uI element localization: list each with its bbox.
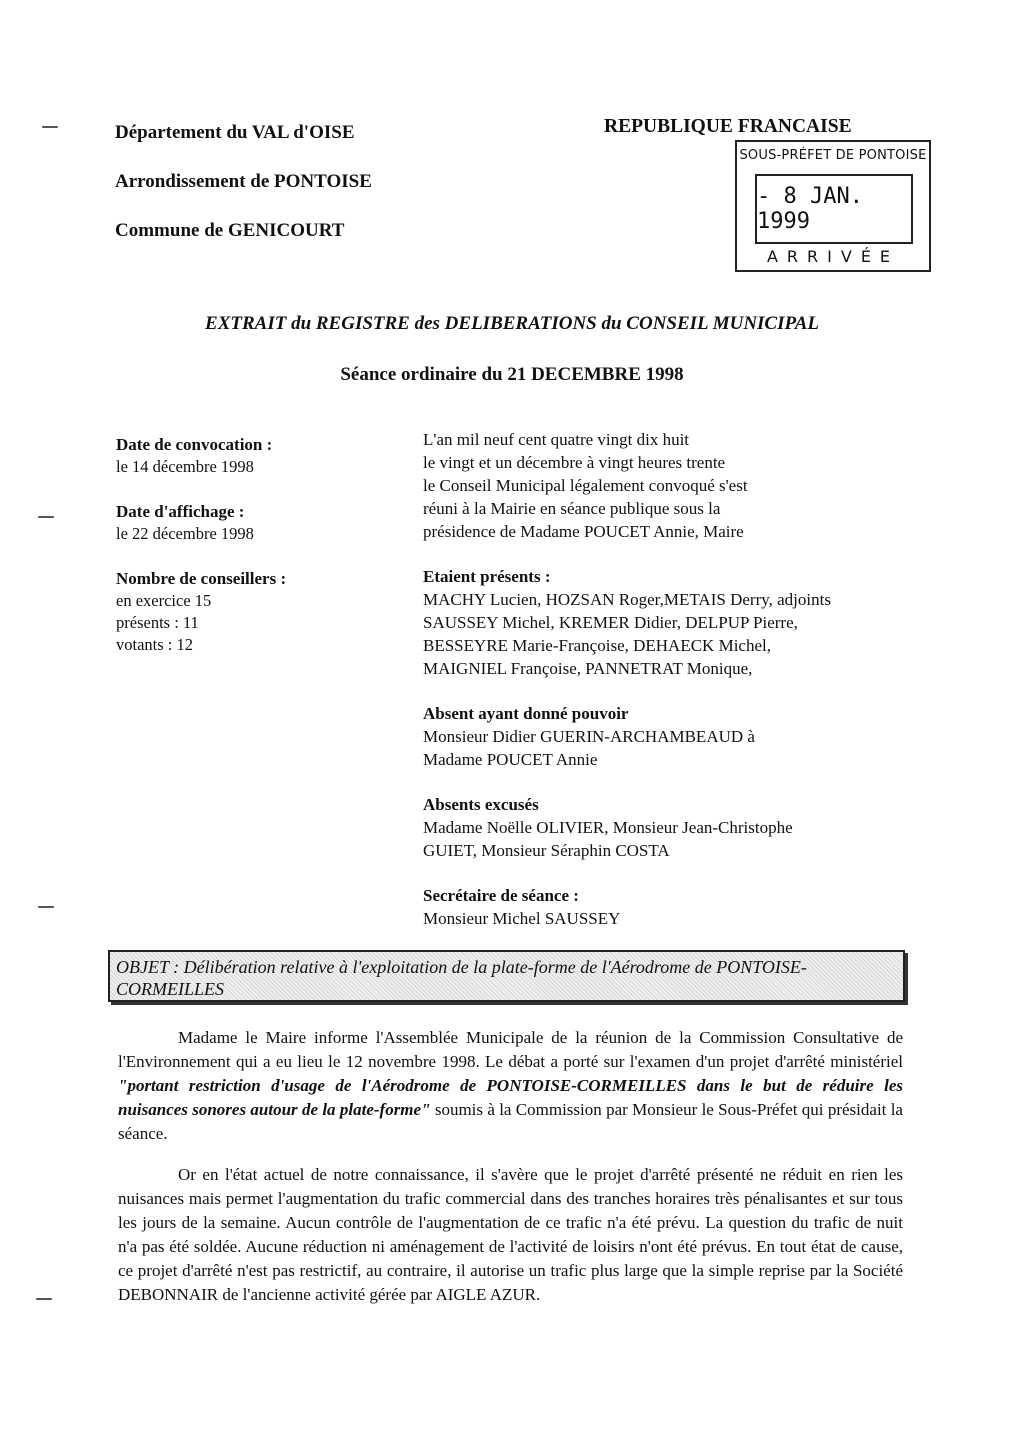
excuses-line: Madame Noëlle OLIVIER, Monsieur Jean-Christophe (423, 818, 793, 837)
paragraph-2-text: Or en l'état actuel de notre connaissance, il s'avère que le projet d'arrêté présenté ne réduit en rien les nuisances mais permet l'augmentation du trafic commercial dans des tranches horaires très pénalisantes et sur tous les jours de la semaine. Aucun contrôle de l'augmentation de ce trafic n'a été prévu. La question du trafic de nuit n'a pas été soldée. Aucune réduction ni aménagement de l'activité de loisirs n'ont été prévus. En tout état de cause, ce projet d'arrêté n'est pas restrictif, au contraire, il autorise un trafic plus large que la simple reprise par la Société DEBONNAIR de l'ancienne activité gérée par AIGLE AZUR. (118, 1165, 903, 1304)
paragraph-1-quote: "portant restriction d'usage de l'Aérodrome de PONTOISE-CORMEILLES dans le but de réduire les nuisances sonores autour de la plate-forme" (118, 1076, 903, 1119)
header-republique: REPUBLIQUE FRANCAISE (604, 116, 852, 137)
excuses-line: GUIET, Monsieur Séraphin COSTA (423, 841, 670, 860)
presents-line: BESSEYRE Marie-Françoise, DEHAECK Michel, (423, 636, 771, 655)
presents-line: SAUSSEY Michel, KREMER Didier, DELPUP Pierre, (423, 613, 798, 632)
excuses-label: Absents excusés (423, 795, 539, 814)
paragraph-1-end: soumis à la Commission par Monsieur le Sous-Préfet qui présidait la séance. (118, 1100, 903, 1143)
conseillers-label: Nombre de conseillers : (116, 569, 287, 588)
affichage-label: Date d'affichage : (116, 502, 245, 521)
intro-line: L'an mil neuf cent quatre vingt dix huit (423, 430, 690, 449)
absent-pouvoir-label: Absent ayant donné pouvoir (423, 704, 629, 723)
arrival-stamp (735, 140, 931, 272)
paragraph-1-start: Madame le Maire informe l'Assemblée Municipale de la réunion de la Commission Consultative de l'Environnement qui a eu lieu le 12 novembre 1998. Le débat a porté sur l'examen d'un projet d'arrêté ministériel (118, 1028, 903, 1071)
conseillers-votants: votants : 12 (116, 635, 193, 654)
convocation-value: le 14 décembre 1998 (116, 457, 254, 476)
paragraph-2 (118, 1163, 903, 1307)
objet-line: CORMEILLES (116, 979, 224, 999)
conseillers-exercice: en exercice 15 (116, 591, 212, 610)
stamp-office: SOUS-PRÉFET DE PONTOISE (739, 148, 927, 163)
margin-mark (38, 516, 54, 518)
intro-line: réuni à la Mairie en séance publique sous la (423, 499, 721, 518)
header-departement: Département du VAL d'OISE (115, 122, 355, 143)
margin-mark (42, 126, 58, 128)
convocation-label: Date de convocation : (116, 435, 273, 454)
secretaire-label: Secrétaire de séance : (423, 886, 579, 905)
header-arrondissement: Arrondissement de PONTOISE (115, 171, 372, 192)
paragraph-1 (118, 1026, 903, 1146)
session-title: Séance ordinaire du 21 DECEMBRE 1998 (340, 364, 684, 385)
objet-line: OBJET : Délibération relative à l'exploitation de la plate-forme de l'Aérodrome de PONTOISE- (116, 957, 807, 977)
stamp-date-box (755, 174, 913, 244)
intro-line: le vingt et un décembre à vingt heures trente (423, 453, 726, 472)
right-info-column (423, 428, 923, 930)
presents-line: MACHY Lucien, HOZSAN Roger,METAIS Derry, adjoints (423, 590, 831, 609)
stamp-status: ARRIVÉE (766, 247, 900, 266)
stamp-date: - 8 JAN. 1999 (757, 184, 863, 234)
presents-label: Etaient présents : (423, 567, 551, 586)
intro-line: le Conseil Municipal légalement convoqué s'est (423, 476, 748, 495)
affichage-value: le 22 décembre 1998 (116, 524, 254, 543)
absent-pouvoir-line: Madame POUCET Annie (423, 750, 598, 769)
presents-line: MAIGNIEL Françoise, PANNETRAT Monique, (423, 659, 753, 678)
margin-mark (38, 906, 54, 908)
objet-box (108, 950, 905, 1002)
header-commune: Commune de GENICOURT (115, 220, 345, 241)
secretaire-value: Monsieur Michel SAUSSEY (423, 909, 621, 928)
absent-pouvoir-line: Monsieur Didier GUERIN-ARCHAMBEAUD à (423, 727, 755, 746)
conseillers-presents: présents : 11 (116, 613, 199, 632)
margin-mark (36, 1298, 52, 1300)
intro-line: présidence de Madame POUCET Annie, Maire (423, 522, 744, 541)
left-info-column (116, 434, 396, 656)
document-title: EXTRAIT du REGISTRE des DELIBERATIONS du CONSEIL MUNICIPAL (205, 313, 819, 334)
